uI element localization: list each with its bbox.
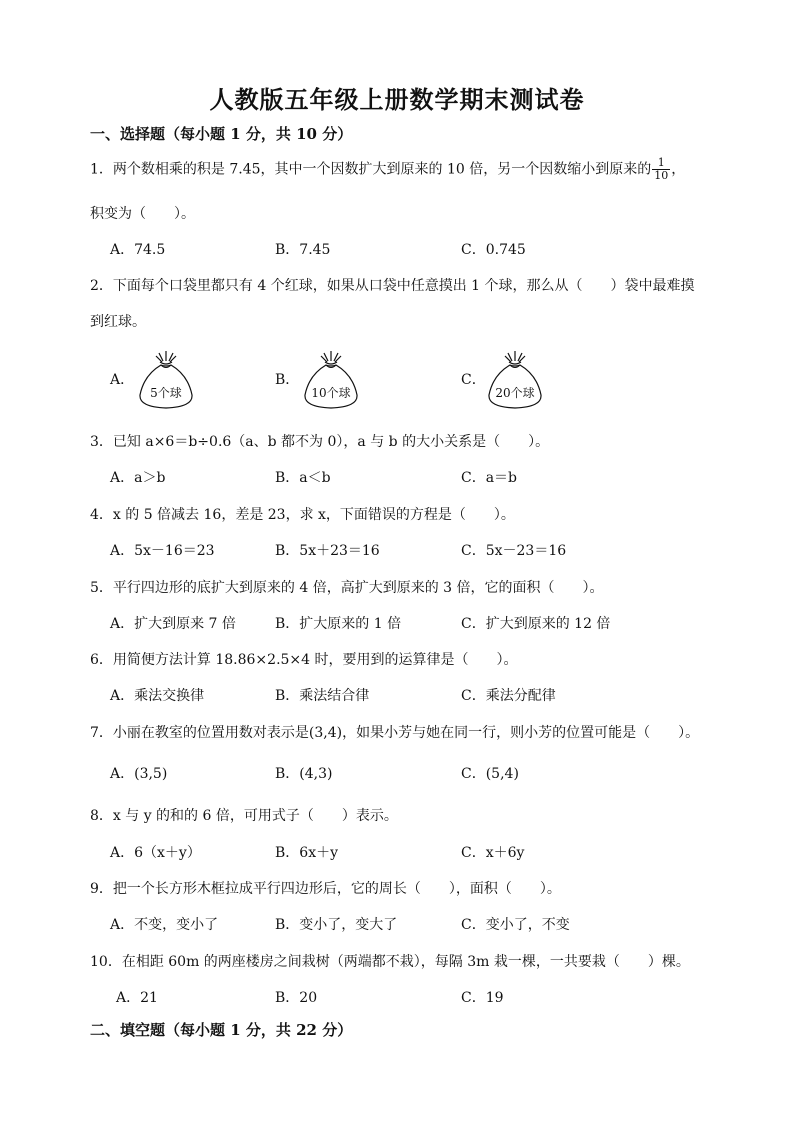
- fraction-numerator: 1: [652, 157, 670, 170]
- option-9c: C．变小了，不变: [461, 917, 570, 933]
- question-5: 5．平行四边形的底扩大到原来的 4 倍，高扩大到原来的 3 倍，它的面积（ ）。: [90, 580, 604, 596]
- question-4: 4．x 的 5 倍减去 16，差是 23，求 x，下面错误的方程是（ ）。: [90, 507, 515, 523]
- bag-a: [134, 343, 198, 411]
- question-1-text: 1．两个数相乘的积是 7.45，其中一个因数扩大到原来的 10 倍，另一个因数缩小到原来的: [90, 161, 652, 178]
- option-2c: C．: [461, 372, 486, 388]
- option-3b: B．a＜b: [275, 470, 331, 486]
- bag-c: [483, 343, 547, 411]
- option-5b: B．扩大原来的 1 倍: [275, 616, 402, 632]
- option-5c: C．扩大到原来的 12 倍: [461, 616, 611, 632]
- question-6: 6．用简便方法计算 18.86×2.5×4 时，要用到的运算律是（ ）。: [90, 652, 518, 668]
- question-2: 2．下面每个口袋里都只有 4 个红球，如果从口袋中任意摸出 1 个球，那么从（ ）袋中最难摸: [90, 278, 695, 294]
- bag-b-label: 10个球: [311, 386, 351, 400]
- fraction-one-tenth: [652, 157, 670, 182]
- option-9a: A．不变，变小了: [110, 917, 219, 933]
- option-6a: A．乘法交换律: [110, 688, 205, 704]
- option-8a: A．6（x＋y）: [110, 845, 201, 861]
- question-9: 9．把一个长方形木框拉成平行四边形后，它的周长（ ），面积（ ）。: [90, 881, 561, 897]
- option-5a: A．扩大到原来 7 倍: [110, 616, 236, 632]
- option-3a: A．a＞b: [110, 470, 166, 486]
- fraction-denominator: 10: [654, 169, 669, 182]
- option-8c: C．x＋6y: [461, 845, 525, 861]
- option-4b: B．5x＋23＝16: [275, 543, 380, 559]
- question-10: 10．在相距 60m 的两座楼房之间栽树（两端都不栽），每隔 3m 栽一棵，一共要栽（ ）棵。: [90, 954, 690, 970]
- option-8b: B．6x＋y: [275, 845, 338, 861]
- option-6b: B．乘法结合律: [275, 688, 370, 704]
- option-6c: C．乘法分配律: [461, 688, 556, 704]
- section-heading-fill: 二、填空题（每小题 1 分，共 22 分）: [90, 1021, 353, 1039]
- option-7c: C．(5,4): [461, 766, 519, 782]
- option-3c: C．a＝b: [461, 470, 518, 486]
- option-9b: B．变小了，变大了: [275, 917, 398, 933]
- option-1a: A．74.5: [110, 242, 166, 258]
- question-2-line2: 到红球。: [90, 314, 146, 330]
- question-8: 8．x 与 y 的和的 6 倍，可用式子（ ）表示。: [90, 808, 398, 824]
- question-3: 3．已知 a×6＝b÷0.6（a、b 都不为 0），a 与 b 的大小关系是（ ）。: [90, 434, 550, 450]
- section-heading-choice: 一、选择题（每小题 1 分，共 10 分）: [90, 125, 353, 143]
- option-10a: A．21: [116, 990, 158, 1006]
- option-7b: B．(4,3): [275, 766, 333, 782]
- option-10c: C．19: [461, 990, 504, 1006]
- page-title: 人教版五年级上册数学期末测试卷: [209, 85, 585, 114]
- bag-c-label: 20个球: [495, 386, 535, 400]
- option-4a: A．5x－16＝23: [110, 543, 215, 559]
- option-2b: B．: [275, 372, 300, 388]
- bag-b: [299, 343, 363, 411]
- question-1-punct: ，: [671, 161, 686, 178]
- option-1c: C．0.745: [461, 242, 526, 258]
- option-2a: A．: [110, 372, 135, 388]
- option-1b: B．7.45: [275, 242, 331, 258]
- option-4c: C．5x－23＝16: [461, 543, 567, 559]
- question-7: 7．小丽在教室的位置用数对表示是(3,4)，如果小芳与她在同一行，则小芳的位置可能是（ ）。: [90, 725, 700, 741]
- option-7a: A．(3,5): [110, 766, 168, 782]
- question-1: [90, 157, 685, 182]
- question-1-line2: 积变为（ ）。: [90, 206, 195, 222]
- option-10b: B．20: [275, 990, 318, 1006]
- bag-a-label: 5个球: [150, 386, 182, 400]
